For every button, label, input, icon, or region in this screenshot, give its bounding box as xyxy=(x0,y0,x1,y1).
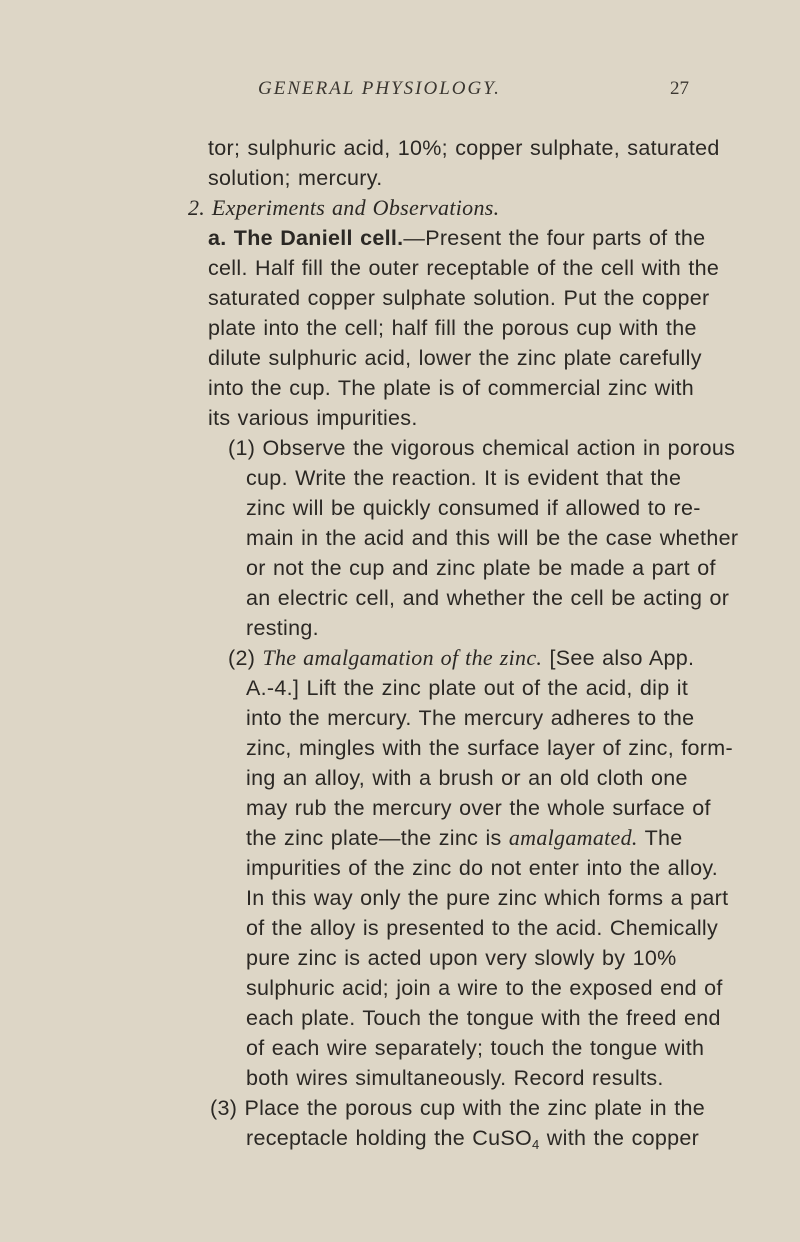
text-line xyxy=(246,703,694,733)
text-line xyxy=(228,643,694,673)
text-segment: each plate. Touch the tongue with the freed end xyxy=(246,1006,721,1030)
text-line xyxy=(246,673,688,703)
text-line xyxy=(246,853,718,883)
text-line xyxy=(210,1093,705,1123)
text-segment: zinc, mingles with the surface layer of zinc, form- xyxy=(246,736,733,760)
text-segment: In this way only the pure zinc which forms a part xyxy=(246,886,729,910)
text-line xyxy=(208,253,719,283)
text-line xyxy=(246,1003,721,1033)
text-line xyxy=(246,823,683,853)
text-segment: of the alloy is presented to the acid. Chemically xyxy=(246,916,719,940)
text-line xyxy=(188,193,499,223)
text-segment: The xyxy=(637,826,683,850)
text-line xyxy=(208,163,382,193)
text-line xyxy=(246,463,681,493)
text-line xyxy=(246,523,738,553)
text-segment: or not the cup and zinc plate be made a part of xyxy=(246,556,716,580)
text-segment: amalgamated. xyxy=(508,825,638,850)
text-line xyxy=(246,1033,704,1063)
text-line xyxy=(208,223,705,253)
text-segment: resting. xyxy=(246,616,319,640)
text-line xyxy=(208,313,697,343)
text-segment: may rub the mercury over the whole surface of xyxy=(246,796,711,820)
text-segment: tor; sulphuric acid, 10%; copper sulphate, saturated xyxy=(208,136,720,160)
text-segment: pure zinc is acted upon very slowly by 10% xyxy=(246,946,677,970)
running-title: GENERAL PHYSIOLOGY. xyxy=(258,78,501,99)
text-segment: (3) Place the porous cup with the zinc plate in the xyxy=(210,1096,705,1120)
text-segment: both wires simultaneously. Record results. xyxy=(246,1066,664,1090)
text-segment: ing an alloy, with a brush or an old cloth one xyxy=(246,766,688,790)
page-number: 27 xyxy=(670,78,689,99)
text-segment: its various impurities. xyxy=(208,406,418,430)
text-line xyxy=(246,733,733,763)
text-segment: into the mercury. The mercury adheres to the xyxy=(246,706,695,730)
text-line xyxy=(246,493,701,523)
text-line xyxy=(246,883,728,913)
text-segment: solution; mercury. xyxy=(208,166,383,190)
text-line xyxy=(246,763,688,793)
text-segment: cup. Write the reaction. It is evident that the xyxy=(246,466,682,490)
text-line xyxy=(246,583,729,613)
text-segment: —Present the four parts of the xyxy=(403,226,706,250)
text-segment: the zinc plate—the zinc is xyxy=(246,826,509,850)
text-segment: [See also App. xyxy=(542,646,695,670)
text-line xyxy=(246,943,677,973)
text-segment: sulphuric acid; join a wire to the exposed end of xyxy=(246,976,723,1000)
text-line xyxy=(228,433,735,463)
text-segment: (1) Observe the vigorous chemical action in porous xyxy=(228,436,736,460)
text-line xyxy=(208,343,702,373)
text-line xyxy=(246,793,711,823)
text-segment: 2. xyxy=(188,195,212,220)
text-segment: a. The Daniell cell. xyxy=(208,226,404,250)
text-line xyxy=(208,133,720,163)
text-segment: impurities of the zinc do not enter into the alloy. xyxy=(246,856,719,880)
text-line xyxy=(246,613,319,643)
text-segment: receptacle holding the CuSO xyxy=(246,1126,532,1150)
text-line xyxy=(208,373,694,403)
text-segment: The amalgamation of the zinc. xyxy=(262,645,543,670)
text-segment: of each wire separately; touch the tongue with xyxy=(246,1036,705,1060)
text-line xyxy=(246,913,718,943)
text-line xyxy=(208,283,710,313)
text-segment: Experiments and Observations. xyxy=(211,195,500,220)
text-segment: A.-4.] Lift the zinc plate out of the acid, dip it xyxy=(246,676,689,700)
text-segment: plate into the cell; half fill the porous cup with the xyxy=(208,316,697,340)
running-head xyxy=(0,78,800,108)
text-segment: zinc will be quickly consumed if allowed to re- xyxy=(246,496,701,520)
text-line xyxy=(208,403,418,433)
text-segment: with the copper xyxy=(539,1126,700,1150)
text-segment: 4 xyxy=(532,1137,540,1152)
text-line xyxy=(246,553,716,583)
text-segment: an electric cell, and whether the cell be acting or xyxy=(246,586,730,610)
text-line xyxy=(246,1063,664,1093)
text-segment: dilute sulphuric acid, lower the zinc plate carefully xyxy=(208,346,702,370)
text-segment: saturated copper sulphate solution. Put the copper xyxy=(208,286,710,310)
text-segment: main in the acid and this will be the case whether xyxy=(246,526,739,550)
text-segment: into the cup. The plate is of commercial zinc with xyxy=(208,376,695,400)
text-segment: cell. Half fill the outer receptable of the cell with the xyxy=(208,256,720,280)
text-line xyxy=(246,973,723,1003)
text-line xyxy=(246,1123,699,1153)
text-segment: (2) xyxy=(228,646,263,670)
